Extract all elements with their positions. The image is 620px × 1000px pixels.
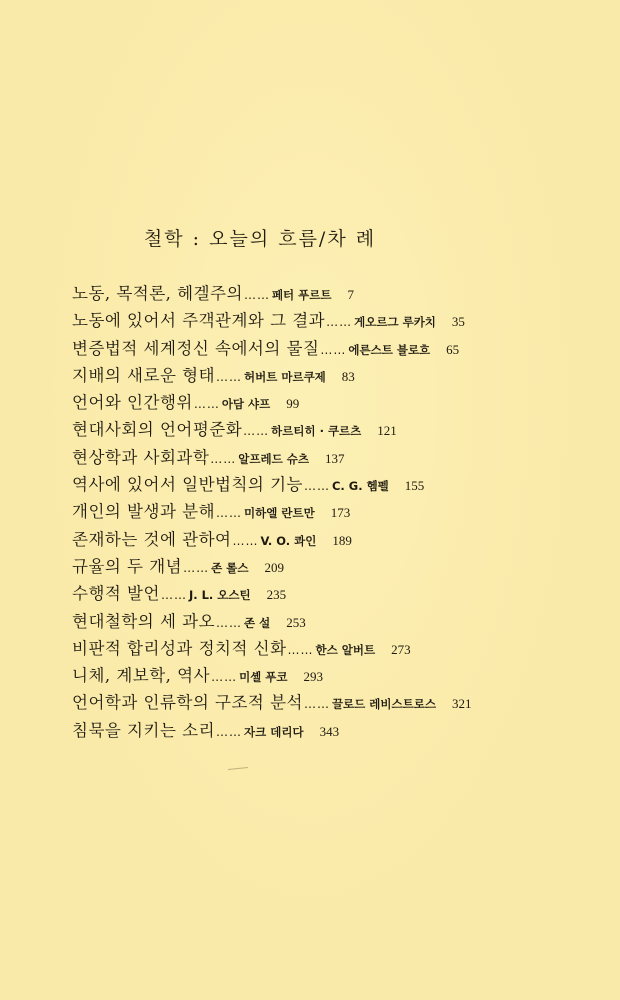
toc-entry [72, 362, 592, 389]
toc-entry [72, 662, 592, 689]
toc-entry-author: 한스 알버트 [315, 642, 376, 657]
toc-leader-dots: …… [210, 451, 237, 466]
toc-entry-page: 321 [451, 696, 472, 712]
stray-mark [228, 767, 248, 770]
toc-entry [72, 608, 592, 635]
toc-entry-page: 83 [341, 368, 355, 384]
toc-entry-page: 35 [451, 314, 465, 330]
toc-leader-dots: …… [211, 670, 238, 685]
toc-leader-dots: …… [326, 315, 353, 330]
toc-leader-dots: …… [243, 424, 270, 439]
table-of-contents [72, 280, 592, 744]
toc-entry-page: 137 [324, 450, 345, 466]
toc-entry-author: 하르티히 · 쿠르츠 [271, 424, 362, 439]
toc-leader-dots: …… [216, 615, 243, 630]
toc-leader-dots: …… [183, 560, 210, 575]
toc-entry-page: 121 [377, 423, 397, 439]
toc-leader-dots: …… [287, 642, 314, 657]
toc-entry-page: 209 [264, 559, 284, 575]
toc-entry-author: 알프레드 슈츠 [238, 451, 309, 466]
toc-entry-author: 미하엘 란트만 [244, 506, 315, 521]
toc-entry-page: 273 [391, 641, 411, 657]
toc-entry-author: 게오르그 루카치 [354, 315, 436, 330]
toc-entry-page: 7 [347, 287, 354, 302]
toc-entry-title: 수행적 발언 [72, 584, 160, 604]
toc-entry-page: 99 [286, 396, 300, 412]
toc-entry-author: J. L. 오스틴 [188, 588, 251, 603]
toc-entry-title: 노동, 목적론, 헤겔주의 [72, 284, 243, 303]
toc-heading: 철학 : 오늘의 흐름/차 례 [143, 228, 377, 250]
toc-entry-page: 235 [266, 587, 287, 603]
toc-entry-page: 343 [319, 723, 340, 739]
toc-entry-title: 니체, 계보학, 역사 [72, 666, 211, 686]
toc-entry-page: 189 [332, 532, 352, 548]
toc-entry-title: 규율의 두 개념 [72, 556, 183, 576]
toc-entry-page: 253 [286, 614, 306, 630]
toc-entry [72, 526, 592, 553]
toc-entry-page: 155 [404, 478, 425, 494]
toc-leader-dots: …… [232, 533, 259, 548]
toc-entry [72, 389, 592, 416]
toc-leader-dots: …… [243, 288, 270, 302]
toc-entry [72, 335, 592, 362]
toc-entry-title: 현상학과 사회과학 [72, 447, 210, 467]
toc-entry-author: 허버트 마르쿠제 [244, 369, 326, 384]
toc-entry-title: 언어학과 인류학의 구조적 분석 [72, 693, 303, 713]
toc-entry-title: 현대철학의 세 과오 [72, 611, 216, 631]
toc-leader-dots: …… [303, 697, 330, 712]
toc-entry-page: 173 [330, 505, 351, 521]
toc-entry-page: 65 [446, 341, 460, 357]
toc-leader-dots: …… [193, 397, 220, 412]
toc-entry-title: 지배의 새로운 형태 [72, 365, 216, 385]
toc-entry-title: 비판적 합리성과 정치적 신화 [72, 638, 287, 658]
toc-entry-author: 자크 데리다 [244, 724, 304, 739]
toc-leader-dots: …… [320, 342, 347, 357]
toc-entry [72, 444, 592, 471]
toc-entry-author: 존 설 [244, 615, 271, 630]
toc-entry-author: 에른스트 블로흐 [348, 342, 431, 357]
toc-entry [72, 635, 592, 662]
toc-leader-dots: …… [216, 506, 243, 521]
toc-entry [72, 553, 592, 580]
toc-entry [72, 717, 592, 744]
toc-entry-page: 293 [303, 669, 324, 685]
toc-entry-author: 존 롤스 [211, 560, 249, 575]
toc-entry-title: 언어와 인간행위 [72, 393, 193, 413]
toc-entry-title: 현대사회의 언어평준화 [72, 420, 243, 440]
toc-entry [72, 471, 592, 498]
toc-leader-dots: …… [303, 479, 330, 494]
toc-entry [72, 307, 592, 334]
toc-entry [72, 280, 592, 307]
toc-entry-title: 노동에 있어서 주객관계와 그 결과 [72, 311, 326, 331]
toc-entry [72, 498, 592, 525]
toc-entry [72, 416, 592, 443]
toc-leader-dots: …… [216, 724, 243, 739]
toc-leader-dots: …… [160, 588, 187, 603]
toc-entry-title: 변증법적 세계정신 속에서의 물질 [72, 338, 320, 358]
toc-entry-title: 침묵을 지키는 소리 [72, 720, 216, 740]
toc-entry-author: V. O. 콰인 [260, 533, 317, 548]
toc-leader-dots: …… [216, 369, 243, 384]
toc-entry-author: 아담 샤프 [221, 397, 271, 412]
toc-entry-author: 미셸 푸코 [239, 670, 288, 685]
toc-entry-title: 존재하는 것에 관하여 [72, 529, 232, 549]
toc-entry-author: C. G. 헴펠 [331, 479, 389, 494]
toc-entry [72, 580, 592, 607]
toc-entry-title: 역사에 있어서 일반법칙의 기능 [72, 475, 303, 495]
toc-entry [72, 689, 592, 716]
toc-entry-author: 페터 푸르트 [271, 288, 332, 302]
toc-entry-author: 끌로드 레비스트로스 [331, 697, 436, 712]
toc-entry-title: 개인의 발생과 분해 [72, 502, 216, 522]
